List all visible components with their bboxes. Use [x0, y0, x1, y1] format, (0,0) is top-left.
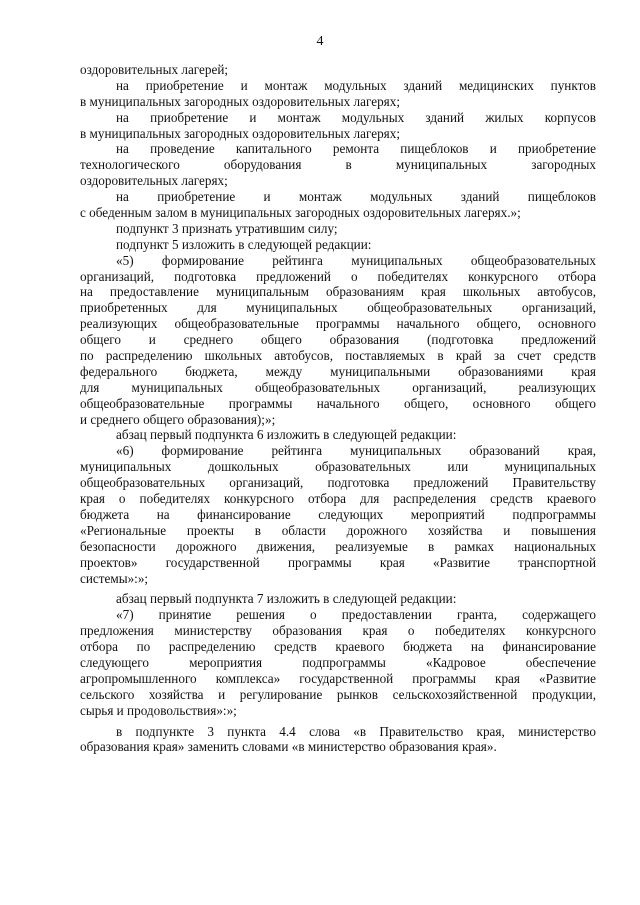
- text-line: в муниципальных загородных оздоровительных лагерях;: [80, 125, 400, 141]
- text-line: и среднего общего образования);»;: [80, 411, 276, 427]
- text-line: общего и среднего общего образования (подготовка предложений: [80, 332, 596, 348]
- text-line: подпункт 5 изложить в следующей редакции:: [116, 236, 372, 252]
- text-line: «5) формирование рейтинга муниципальных общеобразовательных: [116, 252, 596, 268]
- text-line: по распределению школьных автобусов, поставляемых в край за счет средств: [80, 348, 596, 364]
- text-line: «Региональные проекты в области дорожного хозяйства и повышения: [80, 522, 596, 538]
- text-line: края о победителях конкурсного отбора для распределения средств краевого: [80, 491, 596, 507]
- text-line: оздоровительных лагерей;: [80, 62, 229, 77]
- text-line: «6) формирование рейтинга муниципальных образований края,: [116, 443, 596, 459]
- text-line: федерального бюджета, между муниципальными образованиями края: [80, 363, 596, 379]
- text-line: реализующих общеобразовательные программы начального общего, основного: [80, 316, 596, 332]
- text-line: общеобразовательных организаций, подготовка предложений Правительству: [80, 475, 596, 491]
- text-line: на приобретение и монтаж модульных зданий жилых корпусов: [116, 109, 596, 125]
- text-line: сельского хозяйства и регулирование рынков сельскохозяйственной продукции,: [80, 686, 596, 702]
- text-line: «7) принятие решения о предоставлении гранта, содержащего: [116, 607, 596, 623]
- document-body: [80, 62, 596, 755]
- text-line: абзац первый подпункта 6 изложить в следующей редакции:: [116, 427, 457, 443]
- text-line: приобретенных для муниципальных общеобразовательных организаций,: [80, 300, 596, 316]
- text-line: организаций, подготовка предложений о победителях конкурсного отбора: [80, 268, 596, 284]
- text-line: следующего мероприятия подпрограммы «Кадровое обеспечение: [80, 654, 596, 670]
- text-line: общеобразовательные программы начального общего, основного общего: [80, 395, 596, 411]
- text-line: предложения министерству образования края о победителях конкурсного: [80, 623, 596, 639]
- text-line: бюджета на финансирование следующих мероприятий подпрограммы: [80, 506, 596, 522]
- text-line: проектов» государственной программы края «Развитие транспортной: [80, 554, 596, 570]
- text-line: муниципальных дошкольных образовательных или муниципальных: [80, 459, 596, 475]
- text-line: на приобретение и монтаж модульных зданий медицинских пунктов: [116, 77, 596, 93]
- text-line: безопасности дорожного движения, реализуемые в рамках национальных: [80, 538, 596, 554]
- text-line: образования края» заменить словами «в министерство образования края».: [80, 739, 497, 755]
- text-line: на предоставление муниципальным образованиям края школьных автобусов,: [80, 284, 596, 300]
- text-line: технологического оборудования в муниципальных загородных: [80, 157, 596, 173]
- text-line: в подпункте 3 пункта 4.4 слова «в Правительство края, министерство: [116, 723, 596, 739]
- text-line: абзац первый подпункта 7 изложить в следующей редакции:: [116, 591, 457, 607]
- text-line: сырья и продовольствия»:»;: [80, 702, 237, 718]
- text-line: с обеденным залом в муниципальных загородных оздоровительных лагерях.»;: [80, 205, 521, 221]
- text-line: отбора по распределению средств краевого бюджета на финансирование: [80, 639, 596, 655]
- text-line: агропромышленного комплекса» государственной программы края «Развитие: [80, 670, 596, 686]
- text-line: оздоровительных лагерях;: [80, 173, 228, 189]
- text-line: системы»:»;: [80, 570, 149, 586]
- text-line: в муниципальных загородных оздоровительных лагерях;: [80, 93, 400, 109]
- text-line: для муниципальных общеобразовательных организаций, реализующих: [80, 379, 596, 395]
- text-line: на приобретение и монтаж модульных зданий пищеблоков: [116, 189, 596, 205]
- text-line: подпункт 3 признать утратившим силу;: [116, 220, 338, 236]
- page-number: 4: [316, 34, 324, 49]
- text-line: на проведение капитального ремонта пищеблоков и приобретение: [116, 141, 596, 157]
